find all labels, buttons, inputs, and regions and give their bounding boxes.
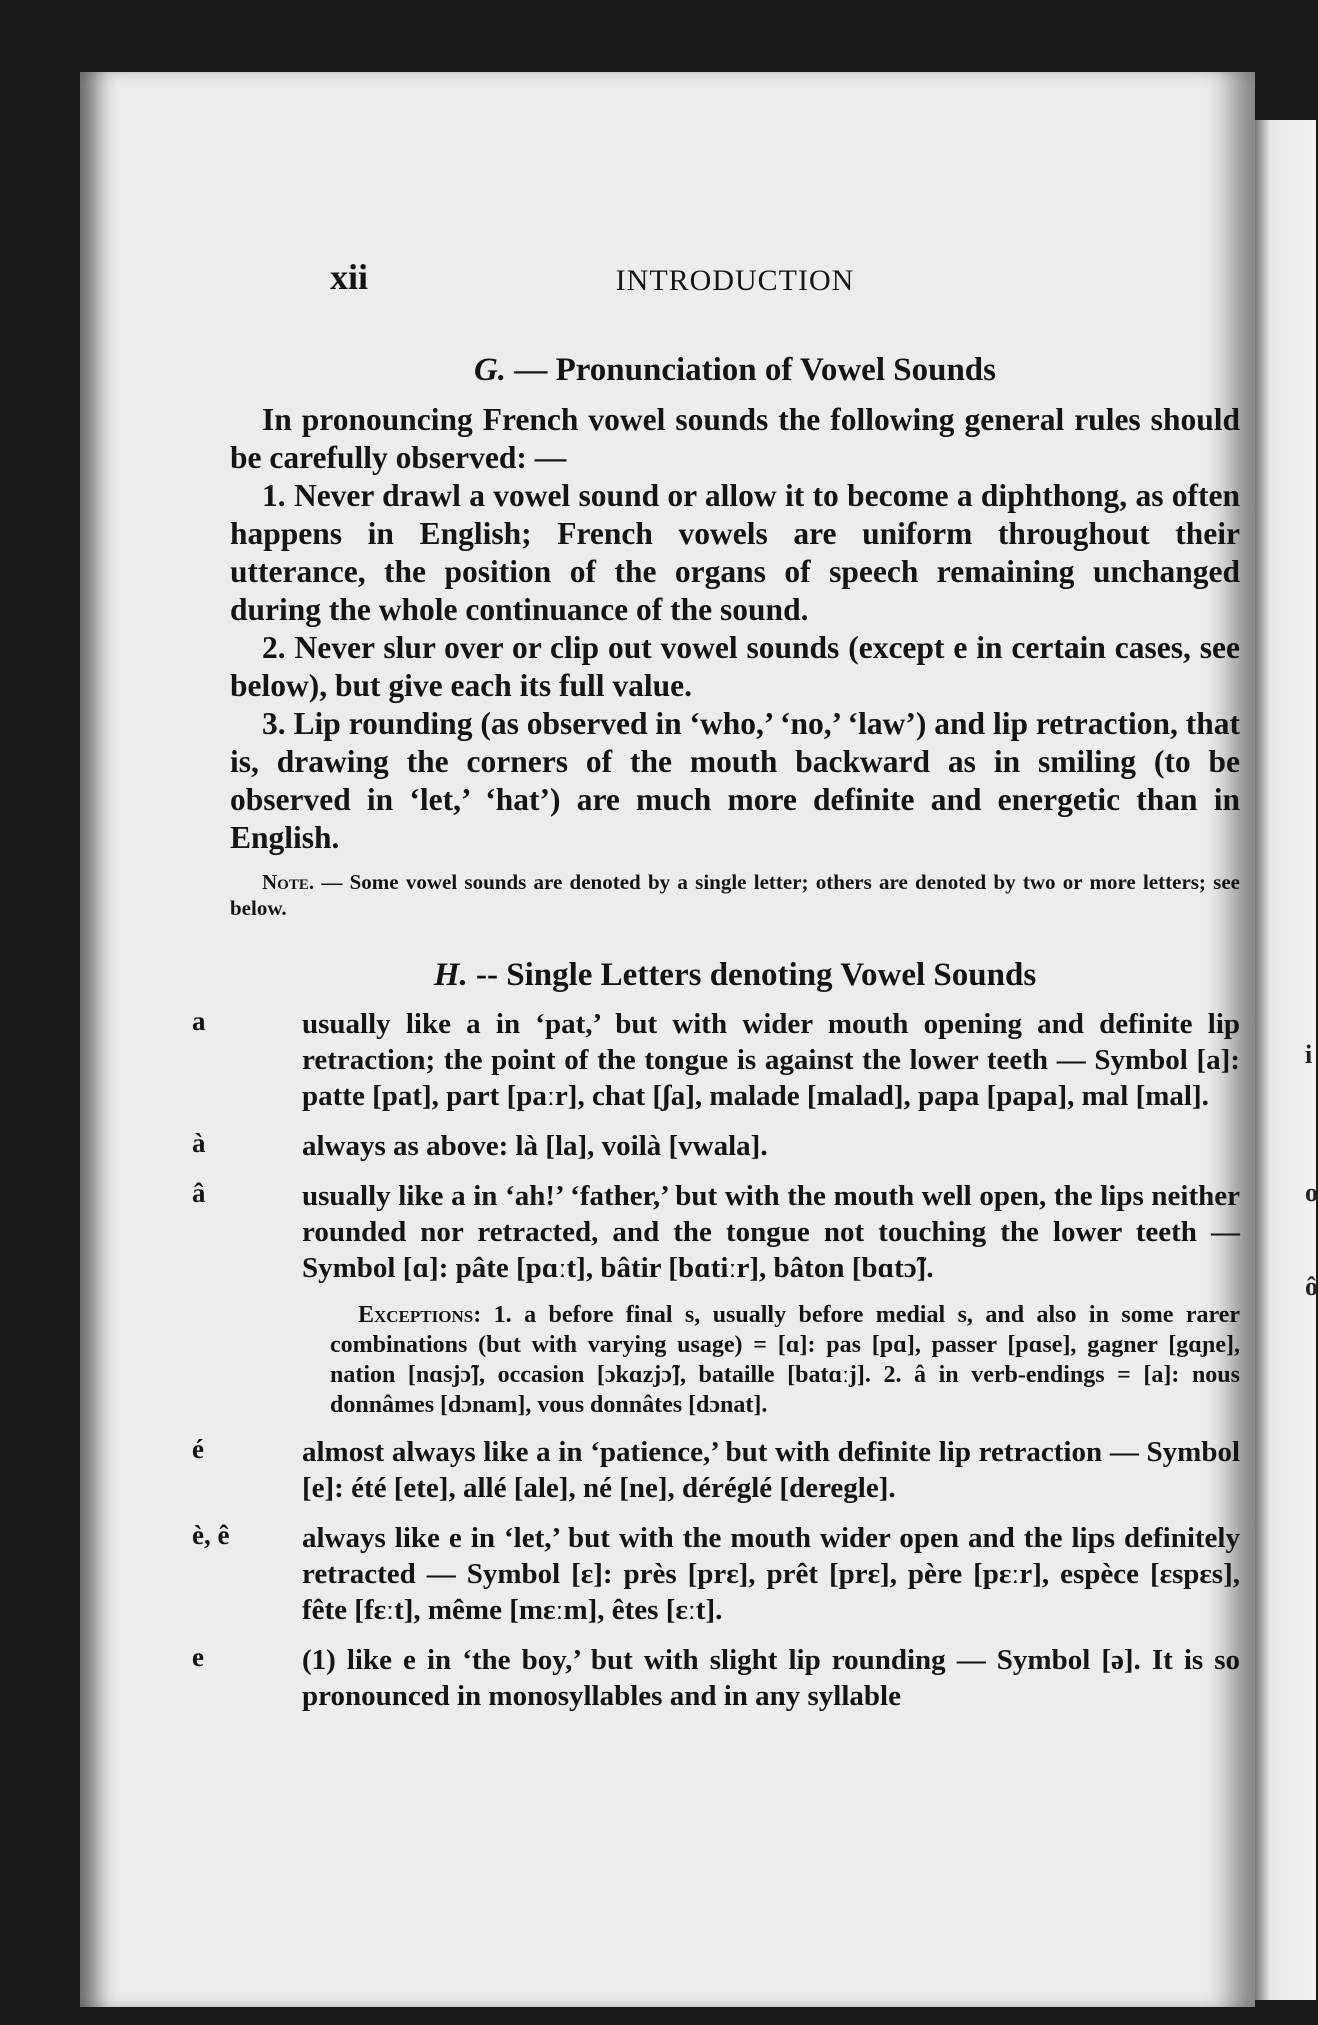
entry-letter: e bbox=[192, 1642, 204, 1672]
page-content bbox=[192, 256, 1240, 1728]
adjacent-page-fragment: ô bbox=[1305, 1272, 1318, 1301]
entry-text: (1) like e in ‘the boy,’ but with slight lip rounding — Symbol [ə]. It is so pronounced in monosyllables and in any syllable bbox=[302, 1644, 1240, 1712]
section-g-intro: In pronouncing French vowel sounds the following general rules should be carefully observed: — bbox=[230, 402, 1240, 475]
vowel-entry bbox=[192, 1642, 1240, 1714]
vowel-entry bbox=[192, 1006, 1240, 1114]
note bbox=[230, 869, 1240, 921]
vowel-entry bbox=[192, 1178, 1240, 1286]
section-h-letter: H. bbox=[433, 957, 468, 993]
exceptions-label: Exceptions: bbox=[358, 1302, 482, 1328]
entry-letter: a bbox=[192, 1006, 206, 1036]
exceptions-block bbox=[330, 1300, 1240, 1420]
entry-letter: â bbox=[192, 1178, 206, 1208]
rule-1: 1. Never drawl a vowel sound or allow it to become a diphthong, as often happens in English; French vowels are uniform throughout their utterance, the position of the organs of speech remaining unchanged during the whole continuance of the sound. bbox=[230, 478, 1240, 627]
vowel-entries bbox=[192, 1006, 1240, 1714]
vowel-entry bbox=[192, 1128, 1240, 1164]
entry-text: usually like a in ‘ah!’ ‘father,’ but with the mouth well open, the lips neither rounded nor retracted, and the tongue not touching the lower teeth — Symbol [ɑ]: pâte [pɑːt], bâtir [bɑtiːr], bâton [bɑtɔ̃]. bbox=[302, 1180, 1240, 1284]
adjacent-page-fragment: i bbox=[1305, 1040, 1313, 1069]
section-g-letter: G. bbox=[473, 352, 507, 388]
entry-letter: é bbox=[192, 1434, 204, 1464]
entry-text: almost always like a in ‘patience,’ but with definite lip retraction — Symbol [e]: été [ete], allé [ale], né [ne], déréglé [deregle]. bbox=[302, 1436, 1240, 1504]
section-h-heading bbox=[230, 957, 1240, 994]
rule-3: 3. Lip rounding (as observed in ‘who,’ ‘no,’ ‘law’) and lip retraction, that is, drawing the corners of the mouth backward as in smiling (to be observed in ‘let,’ ‘hat’) are much more definite and energetic than in English. bbox=[230, 706, 1240, 855]
book-page bbox=[80, 72, 1255, 2007]
rule-2: 2. Never slur over or clip out vowel sounds (except e in certain cases, see below), but give each its full value. bbox=[230, 630, 1240, 703]
running-title: INTRODUCTION bbox=[615, 264, 855, 297]
entry-letter: à bbox=[192, 1128, 206, 1158]
exceptions-body: 1. a before final s, usually before medial s, and also in some rarer combinations (but with varying usage) = [ɑ]: pas [pɑ], passer [pɑse], gagner [gɑɲe], nation [nɑsjɔ̃], occasion [ɔkɑzjɔ̃], bataille [batɑːj]. 2. â in verb-endings = [a]: nous donnâmes [dɔnam], vous donnâtes [dɔnat]. bbox=[330, 1302, 1240, 1418]
exceptions-text bbox=[330, 1300, 1240, 1420]
entry-letter: è, ê bbox=[192, 1520, 230, 1550]
adjacent-page-fragment: o bbox=[1305, 1178, 1318, 1207]
entry-text: always as above: là [la], voilà [vwala]. bbox=[302, 1130, 768, 1162]
vowel-entry bbox=[192, 1434, 1240, 1506]
entry-text: always like e in ‘let,’ but with the mouth wider open and the lips definitely retracted — Symbol [ɛ]: près [prɛ], prêt [prɛ], père [pɛːr], espèce [ɛspɛs], fête [fɛːt], même [mɛːm], êtes [ɛːt]. bbox=[302, 1522, 1240, 1626]
note-label: Note. bbox=[262, 870, 315, 894]
note-text: — Some vowel sounds are denoted by a single letter; others are denoted by two or more letters; see below. bbox=[230, 870, 1240, 920]
running-head bbox=[230, 256, 1240, 316]
section-g-heading bbox=[230, 352, 1240, 389]
entry-text: usually like a in ‘pat,’ but with wider mouth opening and definite lip retraction; the point of the tongue is against the lower teeth — Symbol [a]: patte [pat], part [paːr], chat [ʃa], malade [malad], papa [papa], mal [mal]. bbox=[302, 1008, 1240, 1112]
vowel-entry bbox=[192, 1520, 1240, 1628]
page-number: xii bbox=[330, 257, 369, 297]
adjacent-page-edge bbox=[1255, 120, 1316, 2000]
section-h-title: -- Single Letters denoting Vowel Sounds bbox=[467, 957, 1037, 993]
section-g-title: — Pronunciation of Vowel Sounds bbox=[506, 352, 997, 388]
